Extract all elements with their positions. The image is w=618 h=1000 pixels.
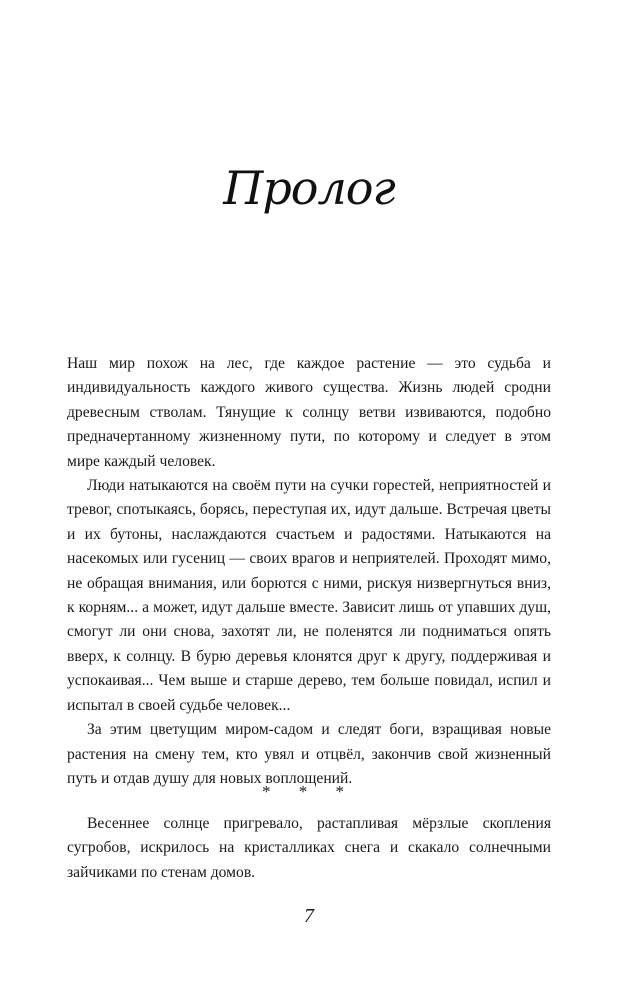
paragraph-3: За этим цветущим миром-садом и следят боги, взращивая новые растения на смену тем, кто увял и отцвёл, закончив свой жизненный путь и отдав душу для новых воплощений. [67, 721, 551, 787]
page-number: 7 [304, 905, 314, 927]
paragraph-2: Люди натыкаются на своём пути на сучки горестей, неприятностей и тревог, спотыкаясь, борясь, переступая их, идут дальше. Встречая цветы и их бутоны, наслаждаются счастьем и радостями. Натыкаются на насекомых или гусениц — своих врагов и неприятелей. Проходят мимо, не обращая внимания, или борются с ними, рискуя низвергнуться вниз, к корням... а может, идут дальше вместе. Зависит лишь от упавших душ, смогут ли они снова, захотят ли, не поленятся ли подниматься опять вверх, к солнцу. В бурю деревья клонятся друг к другу, поддерживая и успокаивая... Чем выше и старше дерево, тем больше повидал, испил и испытал в своей судьбе человек... [67, 477, 551, 714]
chapter-title: Пролог [223, 161, 395, 215]
section-separator: * * * [262, 782, 356, 801]
paragraph-1: Наш мир похож на лес, где каждое растение — это судьба и индивидуальность каждого живого существа. Жизнь людей сродни древесным стволам. Тянущие к солнцу ветви извиваются, подобно предначертанному жизненному пути, по которому и следует в этом мире каждый человек. [67, 355, 551, 470]
paragraph-4: Весеннее солнце пригревало, растапливая мёрзлые скопления сугробов, искрилось на кристалликах снега и скакало солнечными зайчиками по стенам домов. [67, 815, 551, 881]
section-text [67, 812, 551, 885]
prologue-text [67, 352, 551, 791]
